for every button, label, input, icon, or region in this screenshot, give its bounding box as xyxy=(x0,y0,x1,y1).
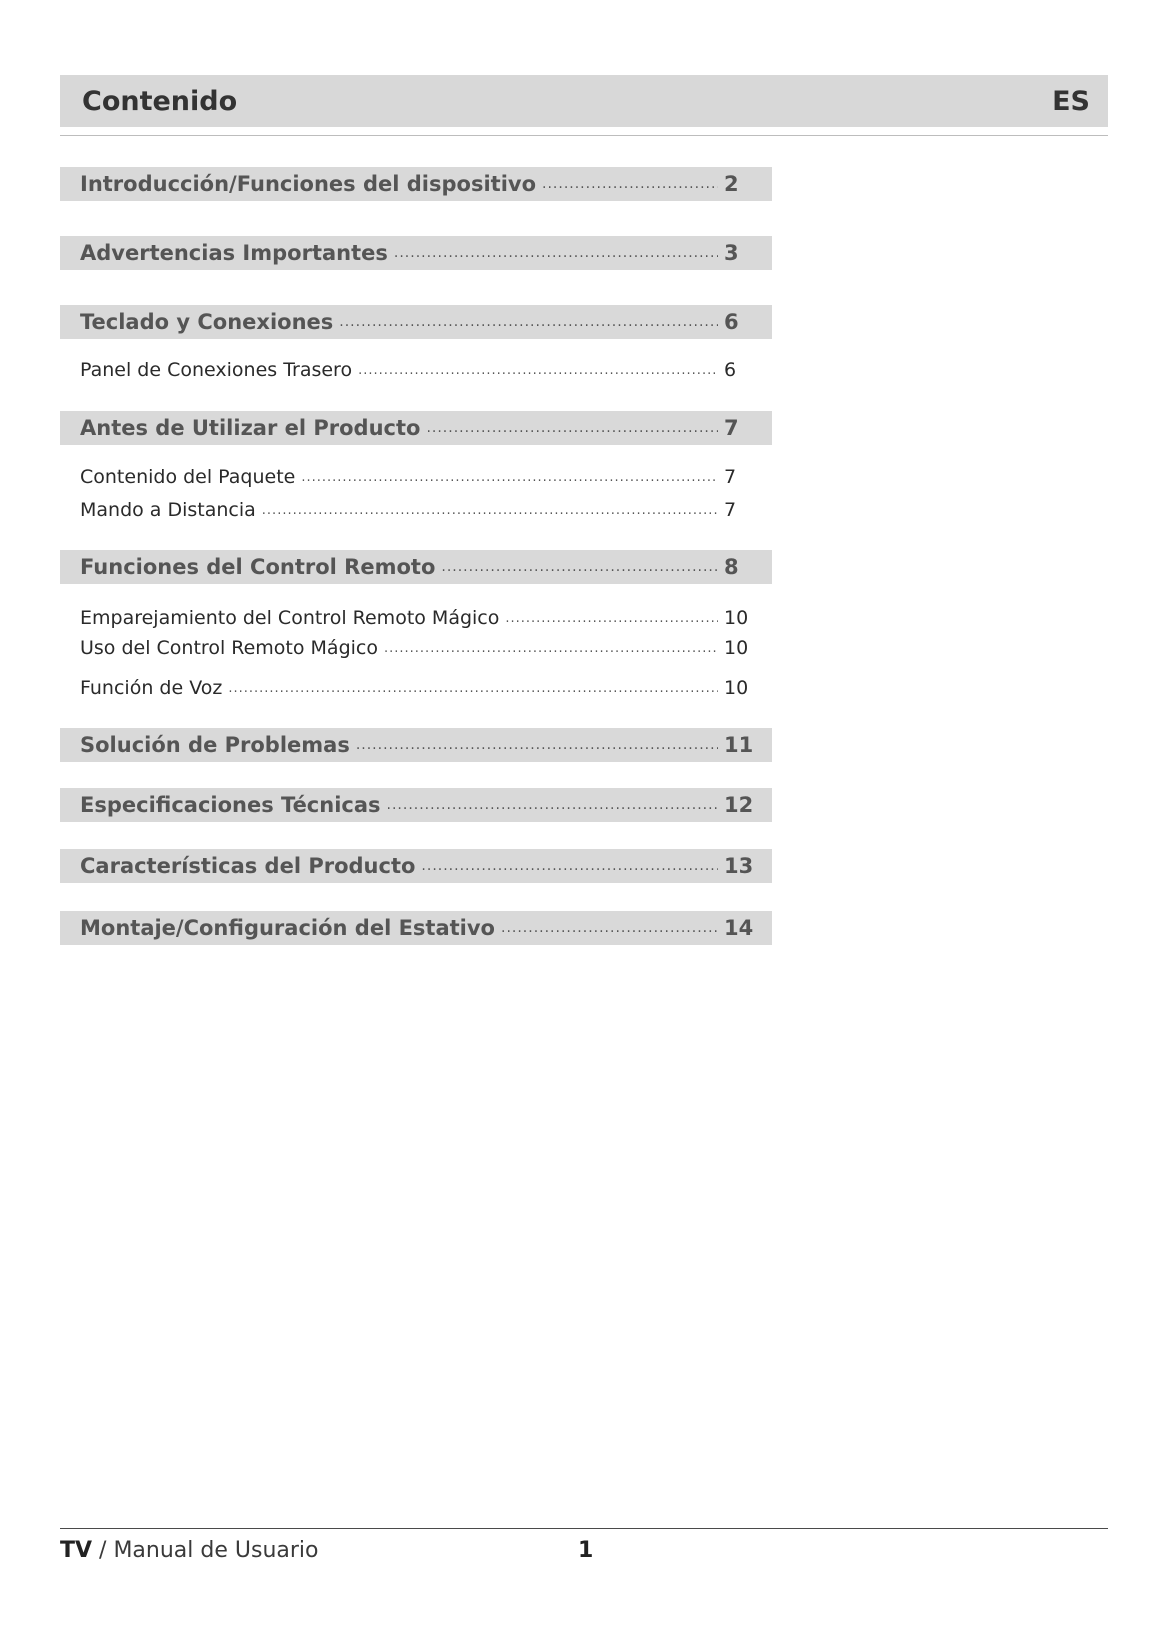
toc-label: Teclado y Conexiones xyxy=(80,310,334,334)
footer-manual: Manual de Usuario xyxy=(113,1538,319,1563)
toc-entry-magic-remote-use[interactable] xyxy=(60,633,772,663)
toc-section-keyboard-connections[interactable] xyxy=(60,305,772,339)
dot-leader xyxy=(301,470,718,485)
toc-page-number: 12 xyxy=(724,793,754,817)
dot-leader xyxy=(358,363,718,378)
toc-label: Montaje/Configuración del Estativo xyxy=(80,916,495,940)
toc-page-number: 7 xyxy=(724,416,739,440)
dot-leader xyxy=(501,920,718,936)
toc-label: Función de Voz xyxy=(80,677,223,699)
dot-leader xyxy=(339,314,718,330)
toc-page-number: 6 xyxy=(724,359,737,381)
dot-leader xyxy=(387,797,718,813)
toc-page-number: 3 xyxy=(724,241,739,265)
toc-entry-package-contents[interactable] xyxy=(60,462,772,492)
toc-label: Mando a Distancia xyxy=(80,499,256,521)
toc-section-remote-functions[interactable] xyxy=(60,550,772,584)
toc-page-number: 10 xyxy=(724,637,749,659)
toc-page-number: 7 xyxy=(724,466,737,488)
toc-entry-voice-function[interactable] xyxy=(60,673,772,703)
toc-entry-remote[interactable] xyxy=(60,495,772,525)
toc-label: Antes de Utilizar el Producto xyxy=(80,416,421,440)
toc-section-specifications[interactable] xyxy=(60,788,772,822)
dot-leader xyxy=(426,420,718,436)
toc-label: Panel de Conexiones Trasero xyxy=(80,359,353,381)
toc-label: Emparejamiento del Control Remoto Mágico xyxy=(80,607,500,629)
toc-label: Funciones del Control Remoto xyxy=(80,555,436,579)
toc-section-stand-assembly[interactable] xyxy=(60,911,772,945)
header-divider xyxy=(60,135,1108,136)
toc-section-product-features[interactable] xyxy=(60,849,772,883)
dot-leader xyxy=(505,611,718,626)
footer-separator: / xyxy=(92,1538,114,1563)
dot-leader xyxy=(394,245,718,261)
toc-label: Solución de Problemas xyxy=(80,733,350,757)
footer-page-number: 1 xyxy=(578,1538,594,1563)
toc-label: Especificaciones Técnicas xyxy=(80,793,381,817)
toc-label: Uso del Control Remoto Mágico xyxy=(80,637,378,659)
toc-label: Introducción/Funciones del dispositivo xyxy=(80,172,537,196)
toc-page-number: 2 xyxy=(724,172,739,196)
page-title: Contenido xyxy=(82,85,238,117)
dot-leader xyxy=(228,681,718,696)
toc-entry-magic-remote-pairing[interactable] xyxy=(60,603,772,633)
dot-leader xyxy=(356,737,718,753)
dot-leader xyxy=(542,176,718,192)
toc-section-troubleshooting[interactable] xyxy=(60,728,772,762)
dot-leader xyxy=(421,858,718,874)
toc-page-number: 8 xyxy=(724,555,739,579)
toc-section-warnings[interactable] xyxy=(60,236,772,270)
footer-manual-title xyxy=(60,1538,319,1563)
language-code: ES xyxy=(1052,85,1090,117)
toc-page-number: 11 xyxy=(724,733,754,757)
toc-page-number: 10 xyxy=(724,607,749,629)
toc-section-introduction[interactable] xyxy=(60,167,772,201)
toc-page-number: 7 xyxy=(724,499,737,521)
toc-section-before-use[interactable] xyxy=(60,411,772,445)
toc-label: Contenido del Paquete xyxy=(80,466,296,488)
toc-page-number: 6 xyxy=(724,310,739,334)
toc-page-number: 10 xyxy=(724,677,749,699)
dot-leader xyxy=(262,503,718,518)
footer-product: TV xyxy=(60,1538,93,1563)
toc-entry-rear-panel[interactable] xyxy=(60,355,772,385)
toc-label: Características del Producto xyxy=(80,854,416,878)
dot-leader xyxy=(441,559,718,575)
toc-page-number: 13 xyxy=(724,854,754,878)
footer-divider xyxy=(60,1528,1108,1529)
toc-page-number: 14 xyxy=(724,916,754,940)
toc-label: Advertencias Importantes xyxy=(80,241,388,265)
dot-leader xyxy=(384,641,718,656)
toc-header xyxy=(60,75,1108,127)
